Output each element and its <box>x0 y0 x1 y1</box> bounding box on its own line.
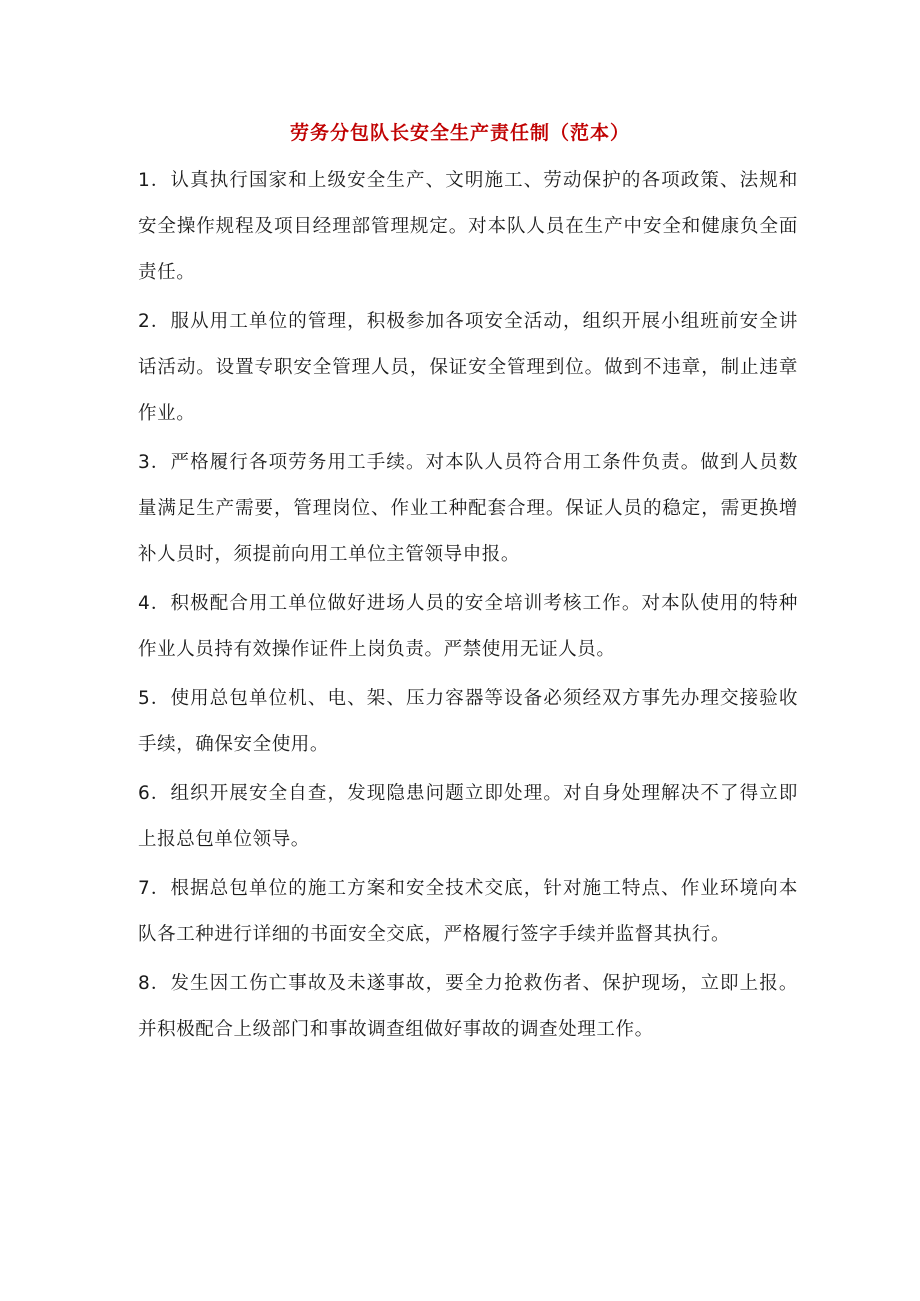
clause-6: 6．组织开展安全自查，发现隐患问题立即处理。对自身处理解决不了得立即上报总包单位领导。 <box>138 783 798 850</box>
clause-8: 8．发生因工伤亡事故及未遂事故，要全力抢救伤者、保护现场，立即上报。并积极配合上级部门和事故调查组做好事故的调查处理工作。 <box>138 973 798 1040</box>
clause-5: 5．使用总包单位机、电、架、压力容器等设备必须经双方事先办理交接验收手续，确保安全使用。 <box>138 688 798 755</box>
clause-1: 1．认真执行国家和上级安全生产、文明施工、劳动保护的各项政策、法规和安全操作规程及项目经理部管理规定。对本队人员在生产中安全和健康负全面责任。 <box>138 170 798 283</box>
clause-4: 4．积极配合用工单位做好进场人员的安全培训考核工作。对本队使用的特种作业人员持有效操作证件上岗负责。严禁使用无证人员。 <box>138 593 798 660</box>
clause-7: 7．根据总包单位的施工方案和安全技术交底，针对施工特点、作业环境向本队各工种进行详细的书面安全交底，严格履行签字手续并监督其执行。 <box>138 878 798 945</box>
clause-3: 3．严格履行各项劳务用工手续。对本队人员符合用工条件负责。做到人员数量满足生产需要，管理岗位、作业工种配套合理。保证人员的稳定，需更换增补人员时，须提前向用工单位主管领导申报。 <box>138 452 798 565</box>
document-title: 劳务分包队长安全生产责任制（范本） <box>289 122 630 144</box>
document-body <box>138 158 798 1056</box>
clause-2: 2．服从用工单位的管理，积极参加各项安全活动，组织开展小组班前安全讲话活动。设置专职安全管理人员，保证安全管理到位。做到不违章，制止违章作业。 <box>138 311 798 424</box>
